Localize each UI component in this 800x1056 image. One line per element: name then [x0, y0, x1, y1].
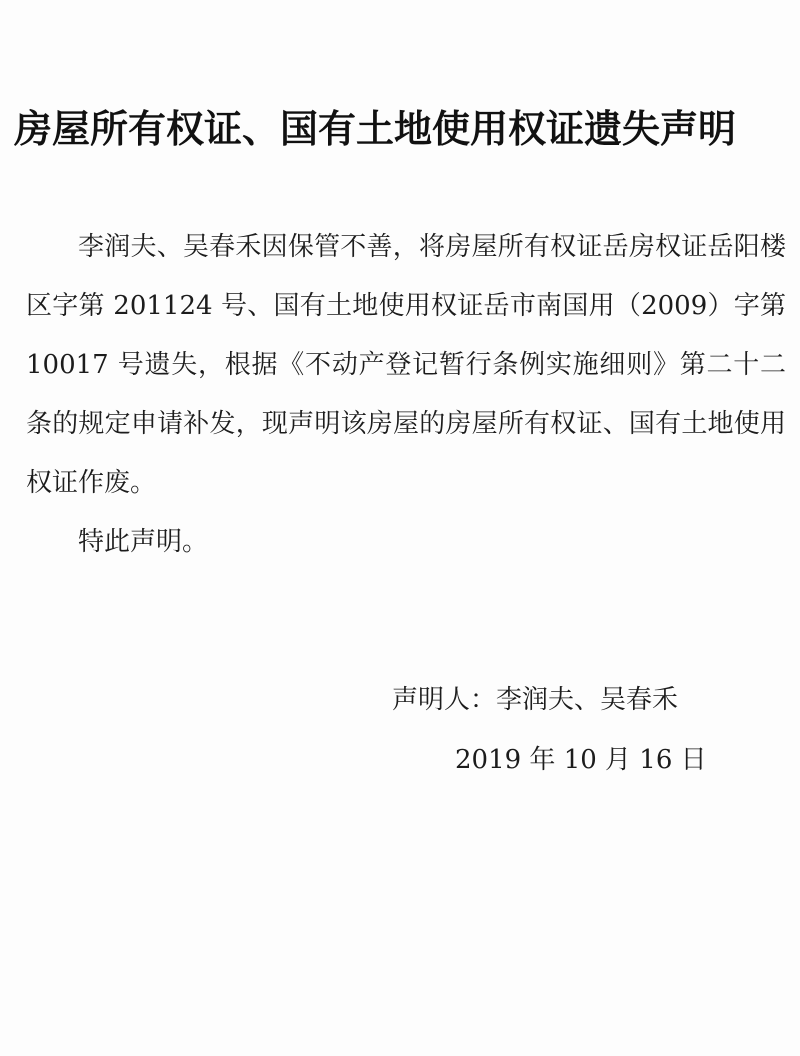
document-body	[26, 218, 786, 572]
body-paragraph: 李润夫、吴春禾因保管不善，将房屋所有权证岳房权证岳阳楼区字第 201124 号、国有土地使用权证岳市南国用（2009）字第 10017 号遗失，根据《不动产登记暂行条例实施细则》第二十二条的规定申请补发，现声明该房屋的房屋所有权证、国有土地使用权证作废。	[26, 232, 786, 498]
signer-line: 声明人：李润夫、吴春禾	[392, 685, 679, 715]
date-line: 2019 年 10 月 16 日	[455, 745, 707, 775]
document-title: 房屋所有权证、国有土地使用权证遗失声明	[14, 107, 737, 151]
closing-statement: 特此声明。	[78, 527, 209, 557]
